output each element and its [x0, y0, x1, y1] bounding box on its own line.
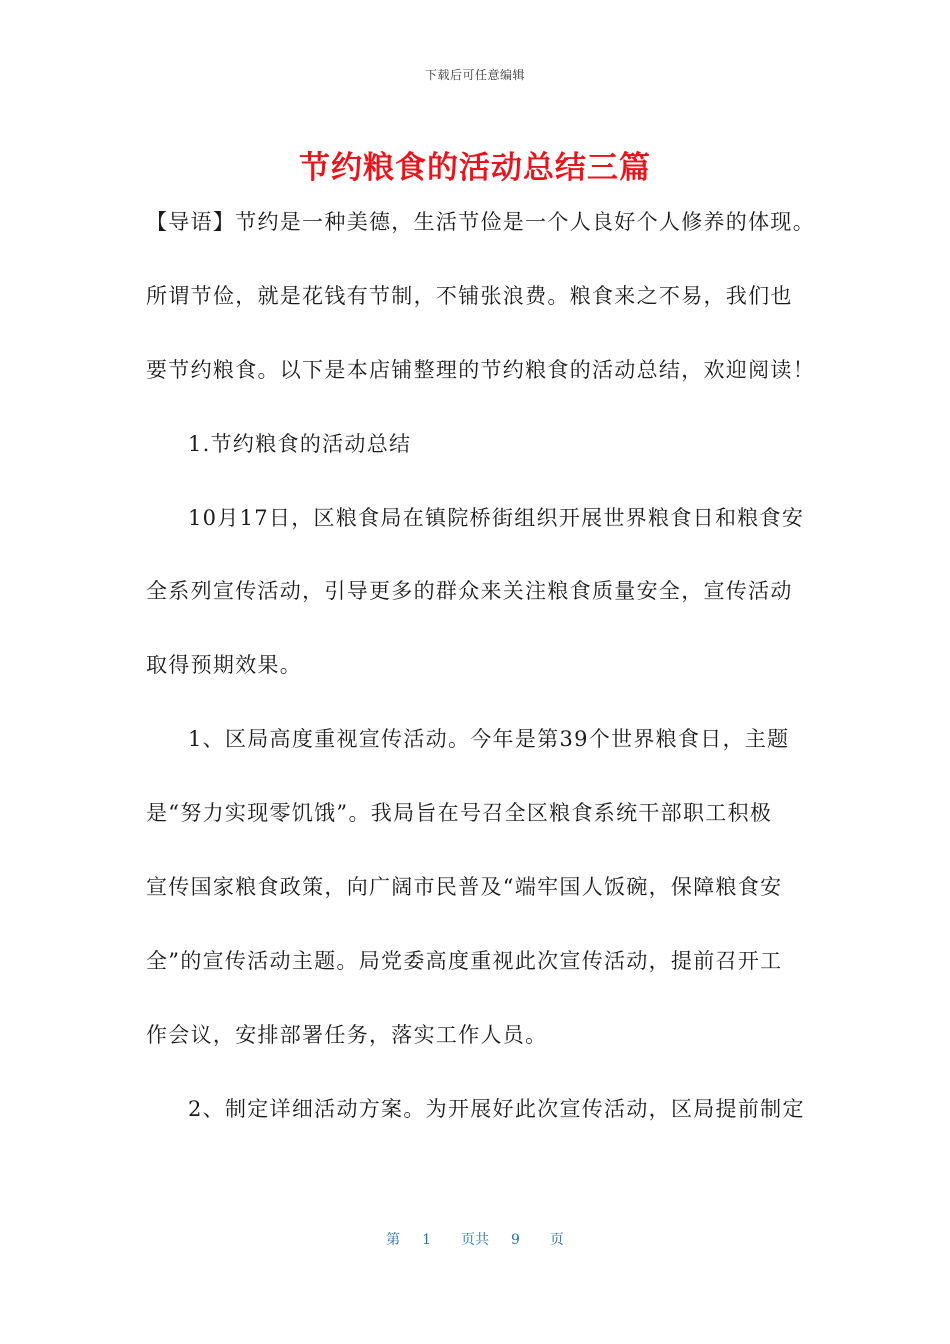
document-body	[146, 202, 815, 1163]
header-note: 下载后可任意编辑	[424, 68, 525, 82]
document-title: 节约粮食的活动总结三篇	[299, 150, 651, 186]
paragraph-line: 2、制定详细活动方案。为开展好此次宣传活动，区局提前制定	[188, 1096, 805, 1121]
total-pages: 9	[511, 1232, 520, 1248]
paragraph-line: 所谓节俭，就是花钱有节制，不铺张浪费。粮食来之不易，我们也	[146, 283, 793, 308]
paragraph-line: 取得预期效果。	[146, 653, 303, 678]
page-number: 1	[422, 1232, 431, 1248]
page-footer	[0, 1229, 950, 1249]
page-label: 第	[386, 1232, 401, 1248]
total-unit: 页	[549, 1232, 564, 1248]
paragraph-line: 全”的宣传活动主题。局党委高度重视此次宣传活动，提前召开工	[146, 948, 783, 973]
paragraph-line: 10月17日，区粮食局在镇院桥街组织开展世界粮食日和粮食安	[188, 505, 805, 530]
paragraph-line: 作会议，安排部署任务，落实工作人员。	[146, 1022, 548, 1047]
page-unit: 页共	[461, 1232, 489, 1248]
section-heading: 1.节约粮食的活动总结	[188, 431, 412, 456]
paragraph-line: 1、区局高度重视宣传活动。今年是第39个世界粮食日，主题	[188, 727, 790, 752]
paragraph-line: 【导语】节约是一种美德，生活节俭是一个人良好个人修养的体现。	[146, 210, 815, 234]
paragraph-line: 是“努力实现零饥饿”。我局旨在号召全区粮食系统干部职工积极	[146, 801, 773, 826]
paragraph-line: 宣传国家粮食政策，向广阔市民普及“端牢国人饭碗，保障粮食安	[146, 875, 783, 900]
paragraph-line: 要节约粮食。以下是本店铺整理的节约粮食的活动总结，欢迎阅读！	[146, 357, 815, 382]
paragraph-line: 全系列宣传活动，引导更多的群众来关注粮食质量安全，宣传活动	[146, 579, 793, 604]
